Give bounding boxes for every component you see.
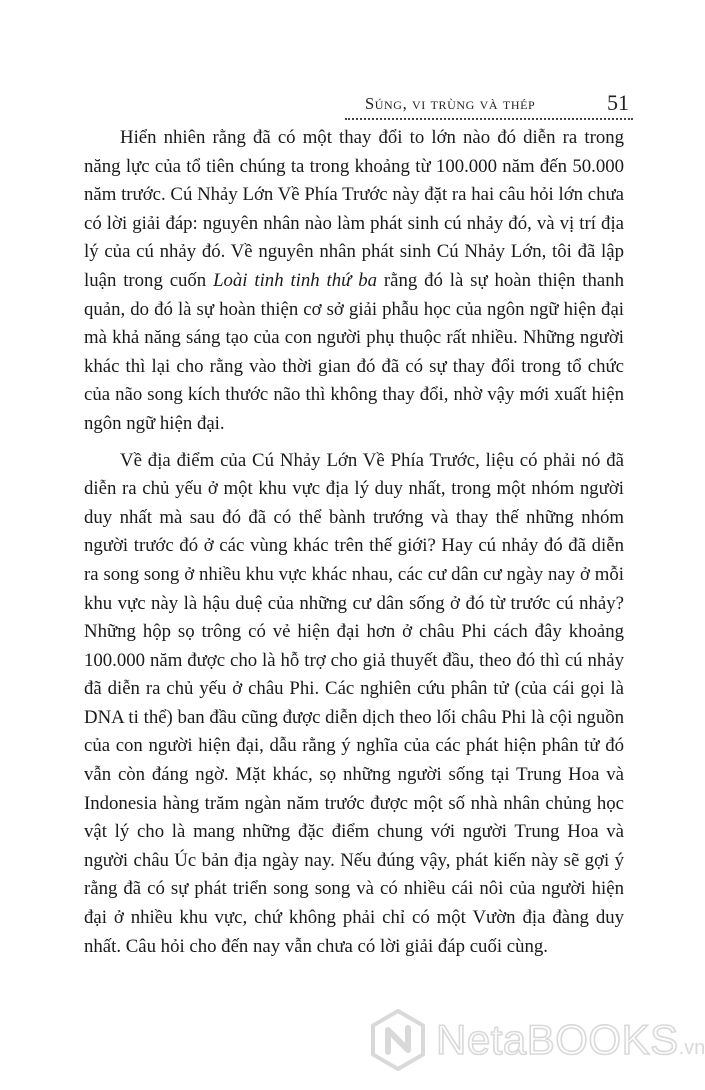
paragraph-1: [84, 124, 624, 439]
page-number: 51: [607, 90, 629, 115]
watermark: [366, 1006, 705, 1074]
book-title-italic: Loài tinh tinh thứ ba: [213, 269, 378, 291]
running-title: Súng, vi trùng và thép: [365, 94, 536, 113]
paragraph-1-text-after: rằng đó là sự hoàn thiện thanh quản, do đó là sự hoàn thiện cơ sở giải phẫu học của ngôn ngữ hiện đại mà khả năng sáng tạo của con người phụ thuộc rất nhiều. Những người khác thì lại cho rằng vào thời gian đó đã có sự thay đổi trong tổ chức của não song kích thước não thì không thay đổi, nhờ vậy mới xuất hiện ngôn ngữ hiện đại.: [84, 269, 624, 434]
watermark-domain: .vn: [678, 1037, 705, 1059]
paragraph-1-text-before: Hiển nhiên rằng đã có một thay đổi to lớn nào đó diễn ra trong năng lực của tổ tiên chúng ta trong khoảng từ 100.000 năm đến 50.000 năm trước. Cú Nhảy Lớn Về Phía Trước này đặt ra hai câu hỏi lớn chưa có lời giải đáp: nguyên nhân nào làm phát sinh cú nhảy đó, và vị trí địa lý của cú nhảy đó. Về nguyên nhân phát sinh Cú Nhảy Lớn, tôi đã lập luận trong cuốn: [84, 127, 624, 291]
running-header: [345, 92, 633, 120]
watermark-brand: [436, 1016, 705, 1064]
netabooks-logo-icon: [366, 1008, 430, 1072]
watermark-brand-name: NetaBOOKS: [436, 1016, 679, 1063]
body-text: [84, 124, 624, 961]
header-dotted-rule: [345, 118, 633, 120]
paragraph-2: Về địa điểm của Cú Nhảy Lớn Về Phía Trước, liệu có phải nó đã diễn ra chủ yếu ở một khu vực địa lý duy nhất, trong một nhóm người duy nhất mà sau đó đã có thể bành trướng và thay thế những nhóm người trước đó ở các vùng khác trên thế giới? Hay cú nhảy đó đã diễn ra song song ở nhiều khu vực khác nhau, các cư dân cư ngày nay ở mỗi khu vực này là hậu duệ của những cư dân sống ở đó từ trước cú nhảy? Những hộp sọ trông có vẻ hiện đại hơn ở châu Phi cách đây khoảng 100.000 năm được cho là hỗ trợ cho giả thuyết đầu, theo đó thì cú nhảy đã diễn ra chủ yếu ở châu Phi. Các nghiên cứu phân tử (của cái gọi là DNA ti thể) ban đầu cũng được diễn dịch theo lối châu Phi là cội nguồn của con người hiện đại, dẫu rằng ý nghĩa của các phát hiện phân tử đó vẫn còn đáng ngờ. Mặt khác, sọ những người sống tại Trung Hoa và Indonesia hàng trăm ngàn năm trước được một số nhà nhân chủng học vật lý cho là mang những đặc điểm chung với người Trung Hoa và người châu Úc bản địa ngày nay. Nếu đúng vậy, phát kiến này sẽ gợi ý rằng đã có sự phát triển song song và có nhiều cái nôi của người hiện đại ở nhiều khu vực, chứ không phải chỉ có một Vườn địa đàng duy nhất. Câu hỏi cho đến nay vẫn chưa có lời giải đáp cuối cùng.: [84, 449, 624, 957]
